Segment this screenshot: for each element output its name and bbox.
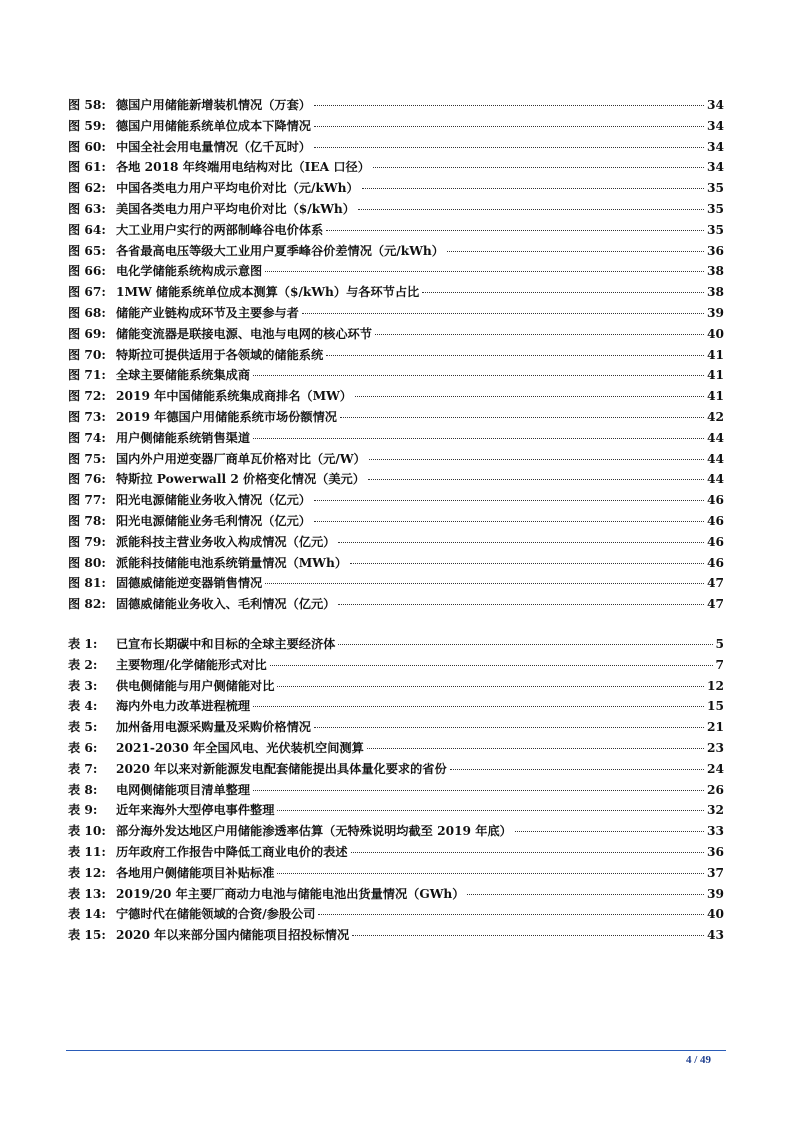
entry-title: 固德威储能业务收入、毛利情况（亿元）: [116, 597, 336, 612]
entry-label: 表 13:: [68, 886, 106, 901]
table-list: [68, 634, 724, 946]
dot-leader: [302, 313, 704, 314]
entry-title: 德国户用储能新增装机情况（万套）: [116, 98, 311, 112]
entry-page-number: 24: [707, 761, 724, 776]
entry-label: 表 15:: [68, 928, 106, 943]
entry-label: 图 76:: [68, 472, 106, 487]
entry-label: 图 68:: [68, 305, 106, 320]
entry-title: 美国各类电力用户平均电价对比（$/kWh）: [116, 201, 355, 216]
dot-leader: [367, 748, 704, 749]
entry-title: 各省最高电压等级大工业用户夏季峰谷价差情况（元/kWh）: [116, 243, 444, 258]
dot-leader: [338, 604, 704, 605]
entry-page-number: 46: [707, 555, 724, 570]
entry-label: 图 80:: [68, 555, 106, 570]
toc-figure-entry[interactable]: [68, 241, 724, 262]
entry-page-number: 40: [707, 326, 724, 341]
entry-page-number: 47: [707, 597, 724, 612]
toc-figure-entry[interactable]: [68, 282, 724, 303]
dot-leader: [314, 727, 704, 728]
dot-leader: [265, 583, 704, 584]
dot-leader: [369, 459, 704, 460]
toc-figure-entry[interactable]: [68, 490, 724, 511]
toc-figure-entry[interactable]: [68, 428, 724, 449]
dot-leader: [277, 686, 704, 687]
toc-figure-entry[interactable]: [68, 573, 724, 594]
entry-label: 图 69:: [68, 326, 106, 341]
dot-leader: [351, 852, 704, 853]
toc-figure-entry[interactable]: [68, 261, 724, 282]
toc-figure-entry[interactable]: [68, 407, 724, 428]
entry-title: 主要物理/化学储能形式对比: [116, 657, 267, 672]
toc-table-entry[interactable]: [68, 780, 724, 801]
dot-leader: [314, 105, 704, 106]
entry-title: 海内外电力改革进程梳理: [116, 699, 251, 714]
entry-title: 电网侧储能项目清单整理: [116, 782, 251, 797]
page-number: 4 / 49: [685, 1054, 711, 1066]
dot-leader: [422, 292, 704, 293]
toc-figure-entry[interactable]: [68, 449, 724, 470]
entry-page-number: 23: [707, 740, 724, 755]
entry-label: 图 62:: [68, 181, 106, 196]
toc-figure-entry[interactable]: [68, 553, 724, 574]
toc-table-entry[interactable]: [68, 738, 724, 759]
entry-label: 表 5:: [68, 720, 98, 735]
figure-list: [68, 95, 724, 615]
dot-leader: [253, 438, 704, 439]
entry-label: 表 4:: [68, 699, 98, 714]
entry-title: 近年来海外大型停电事件整理: [116, 803, 275, 818]
entry-title: 供电侧储能与用户侧储能对比: [116, 678, 275, 693]
entry-title: 阳光电源储能业务毛利情况（亿元）: [116, 513, 311, 528]
dot-leader: [253, 790, 704, 791]
entry-page-number: 34: [707, 139, 724, 154]
entry-label: 表 14:: [68, 907, 106, 922]
entry-title: 2019 年中国储能系统集成商排名（MW）: [116, 389, 352, 404]
toc-figure-entry[interactable]: [68, 95, 724, 116]
dot-leader: [270, 665, 713, 666]
entry-label: 图 63:: [68, 201, 106, 216]
entry-title: 2020 年以来对新能源发电配套储能提出具体量化要求的省份: [116, 761, 447, 776]
toc-figure-entry[interactable]: [68, 345, 724, 366]
dot-leader: [450, 769, 704, 770]
dot-leader: [277, 810, 704, 811]
entry-page-number: 41: [707, 347, 724, 362]
dot-leader: [373, 167, 704, 168]
entry-title: 国内外户用逆变器厂商单瓦价格对比（元/W）: [116, 451, 366, 466]
entry-label: 图 75:: [68, 451, 106, 466]
entry-page-number: 15: [707, 699, 724, 714]
entry-label: 图 71:: [68, 368, 106, 383]
entry-page-number: 36: [707, 844, 724, 859]
dot-leader: [314, 126, 704, 127]
toc-figure-entry[interactable]: [68, 594, 724, 615]
entry-label: 表 10:: [68, 824, 106, 839]
entry-page-number: 32: [707, 803, 724, 818]
entry-title: 大工业用户实行的两部制峰谷电价体系: [116, 222, 324, 237]
entry-page-number: 35: [707, 201, 724, 216]
entry-label: 表 3:: [68, 678, 98, 693]
dot-leader: [447, 251, 704, 252]
entry-title: 各地 2018 年终端用电结构对比（IEA 口径）: [116, 160, 370, 175]
entry-page-number: 37: [707, 865, 724, 880]
dot-leader: [515, 831, 704, 832]
dot-leader: [358, 209, 704, 210]
footer-rule: [66, 1050, 726, 1051]
dot-leader: [368, 479, 704, 480]
entry-page-number: 38: [707, 285, 724, 300]
dot-leader: [253, 375, 704, 376]
entry-page-number: 35: [707, 181, 724, 196]
dot-leader: [265, 271, 704, 272]
entry-title: 已宣布长期碳中和目标的全球主要经济体: [116, 637, 336, 651]
dot-leader: [352, 935, 704, 936]
entry-label: 图 73:: [68, 409, 106, 424]
toc-table-entry[interactable]: [68, 904, 724, 925]
dot-leader: [375, 334, 704, 335]
entry-label: 图 58:: [68, 98, 106, 112]
dot-leader: [314, 147, 704, 148]
toc-figure-entry[interactable]: [68, 324, 724, 345]
entry-label: 图 66:: [68, 264, 106, 279]
entry-page-number: 34: [707, 118, 724, 133]
entry-title: 1MW 储能系统单位成本测算（$/kWh）与各环节占比: [116, 285, 420, 300]
toc-table-entry[interactable]: [68, 863, 724, 884]
entry-title: 部分海外发达地区户用储能渗透率估算（无特殊说明均截至 2019 年底）: [116, 824, 512, 839]
entry-title: 电化学储能系统构成示意图: [116, 264, 263, 279]
entry-label: 表 7:: [68, 761, 98, 776]
entry-page-number: 5: [715, 637, 724, 651]
entry-label: 图 59:: [68, 118, 106, 133]
entry-title: 历年政府工作报告中降低工商业电价的表述: [116, 844, 348, 859]
entry-page-number: 47: [707, 576, 724, 591]
dot-leader: [326, 355, 704, 356]
entry-page-number: 40: [707, 907, 724, 922]
toc-table-entry[interactable]: [68, 884, 724, 905]
entry-title: 储能变流器是联接电源、电池与电网的核心环节: [116, 326, 372, 341]
entry-label: 表 2:: [68, 657, 98, 672]
toc-table-entry[interactable]: [68, 676, 724, 697]
entry-label: 表 9:: [68, 803, 98, 818]
dot-leader: [277, 873, 704, 874]
entry-page-number: 21: [707, 720, 724, 735]
entry-page-number: 26: [707, 782, 724, 797]
entry-page-number: 34: [707, 160, 724, 175]
entry-label: 图 65:: [68, 243, 106, 258]
dot-leader: [314, 500, 704, 501]
entry-page-number: 39: [707, 886, 724, 901]
entry-title: 2019/20 年主要厂商动力电池与储能电池出货量情况（GWh）: [116, 886, 465, 901]
entry-label: 图 81:: [68, 576, 106, 591]
toc-table-entry[interactable]: [68, 842, 724, 863]
toc-figure-entry[interactable]: [68, 178, 724, 199]
entry-title: 阳光电源储能业务收入情况（亿元）: [116, 493, 311, 508]
entry-page-number: 41: [707, 368, 724, 383]
toc-table-entry[interactable]: [68, 655, 724, 676]
entry-page-number: 41: [707, 389, 724, 404]
toc-figure-entry[interactable]: [68, 220, 724, 241]
entry-title: 2021-2030 年全国风电、光伏装机空间测算: [116, 740, 364, 755]
entry-page-number: 43: [707, 928, 724, 943]
toc-figure-entry[interactable]: [68, 303, 724, 324]
dot-leader: [467, 894, 704, 895]
entry-page-number: 36: [707, 243, 724, 258]
dot-leader: [338, 644, 712, 645]
entry-page-number: 33: [707, 824, 724, 839]
entry-page-number: 42: [707, 409, 724, 424]
entry-page-number: 7: [715, 657, 724, 672]
toc-figure-entry[interactable]: [68, 137, 724, 158]
entry-label: 图 67:: [68, 285, 106, 300]
dot-leader: [318, 914, 704, 915]
toc-table-entry[interactable]: [68, 821, 724, 842]
entry-page-number: 44: [707, 472, 724, 487]
toc-table-entry[interactable]: [68, 696, 724, 717]
toc-table-entry[interactable]: [68, 717, 724, 738]
toc-table-entry[interactable]: [68, 759, 724, 780]
dot-leader: [350, 563, 704, 564]
toc-table-entry[interactable]: [68, 634, 724, 655]
entry-page-number: 46: [707, 534, 724, 549]
toc-figure-entry[interactable]: [68, 469, 724, 490]
entry-label: 图 70:: [68, 347, 106, 362]
entry-page-number: 39: [707, 305, 724, 320]
toc-table-entry[interactable]: [68, 800, 724, 821]
dot-leader: [253, 706, 704, 707]
toc-figure-entry[interactable]: [68, 532, 724, 553]
dot-leader: [326, 230, 704, 231]
entry-page-number: 34: [707, 98, 724, 112]
dot-leader: [314, 521, 704, 522]
entry-label: 表 11:: [68, 844, 106, 859]
entry-title: 固德威储能逆变器销售情况: [116, 576, 263, 591]
entry-title: 各地用户侧储能项目补贴标准: [116, 865, 275, 880]
entry-title: 用户侧储能系统销售渠道: [116, 430, 251, 445]
entry-page-number: 44: [707, 430, 724, 445]
entry-label: 图 77:: [68, 493, 106, 508]
entry-title: 特斯拉 Powerwall 2 价格变化情况（美元）: [116, 472, 365, 487]
entry-label: 图 79:: [68, 534, 106, 549]
entry-title: 德国户用储能系统单位成本下降情况: [116, 118, 311, 133]
entry-label: 表 6:: [68, 740, 98, 755]
entry-page-number: 46: [707, 513, 724, 528]
entry-title: 宁德时代在储能领域的合资/参股公司: [116, 907, 316, 922]
entry-title: 2020 年以来部分国内储能项目招投标情况: [116, 928, 350, 943]
entry-page-number: 44: [707, 451, 724, 466]
dot-leader: [338, 542, 704, 543]
entry-title: 派能科技主营业务收入构成情况（亿元）: [116, 534, 336, 549]
entry-label: 图 78:: [68, 513, 106, 528]
entry-label: 图 74:: [68, 430, 106, 445]
entry-title: 派能科技储能电池系统销量情况（MWh）: [116, 555, 348, 570]
toc-figure-entry[interactable]: [68, 365, 724, 386]
entry-page-number: 35: [707, 222, 724, 237]
entry-page-number: 38: [707, 264, 724, 279]
dot-leader: [355, 396, 704, 397]
entry-title: 全球主要储能系统集成商: [116, 368, 251, 383]
toc-figure-entry[interactable]: [68, 157, 724, 178]
entry-title: 中国各类电力用户平均电价对比（元/kWh）: [116, 181, 359, 196]
toc-table-entry[interactable]: [68, 925, 724, 946]
dot-leader: [362, 188, 704, 189]
entry-label: 图 60:: [68, 139, 106, 154]
entry-label: 图 72:: [68, 389, 106, 404]
toc-figure-entry[interactable]: [68, 116, 724, 137]
entry-label: 表 8:: [68, 782, 98, 797]
entry-page-number: 46: [707, 493, 724, 508]
toc-figure-entry[interactable]: [68, 199, 724, 220]
toc-figure-entry[interactable]: [68, 511, 724, 532]
entry-title: 特斯拉可提供适用于各领域的储能系统: [116, 347, 324, 362]
entry-title: 加州备用电源采购量及采购价格情况: [116, 720, 311, 735]
entry-title: 中国全社会用电量情况（亿千瓦时）: [116, 139, 311, 154]
entry-label: 表 12:: [68, 865, 106, 880]
entry-title: 储能产业链构成环节及主要参与者: [116, 305, 299, 320]
entry-label: 图 61:: [68, 160, 106, 175]
entry-label: 表 1:: [68, 637, 98, 651]
dot-leader: [340, 417, 704, 418]
entry-label: 图 64:: [68, 222, 106, 237]
entry-page-number: 12: [707, 678, 724, 693]
toc-figure-entry[interactable]: [68, 386, 724, 407]
entry-label: 图 82:: [68, 597, 106, 612]
entry-title: 2019 年德国户用储能系统市场份额情况: [116, 409, 337, 424]
